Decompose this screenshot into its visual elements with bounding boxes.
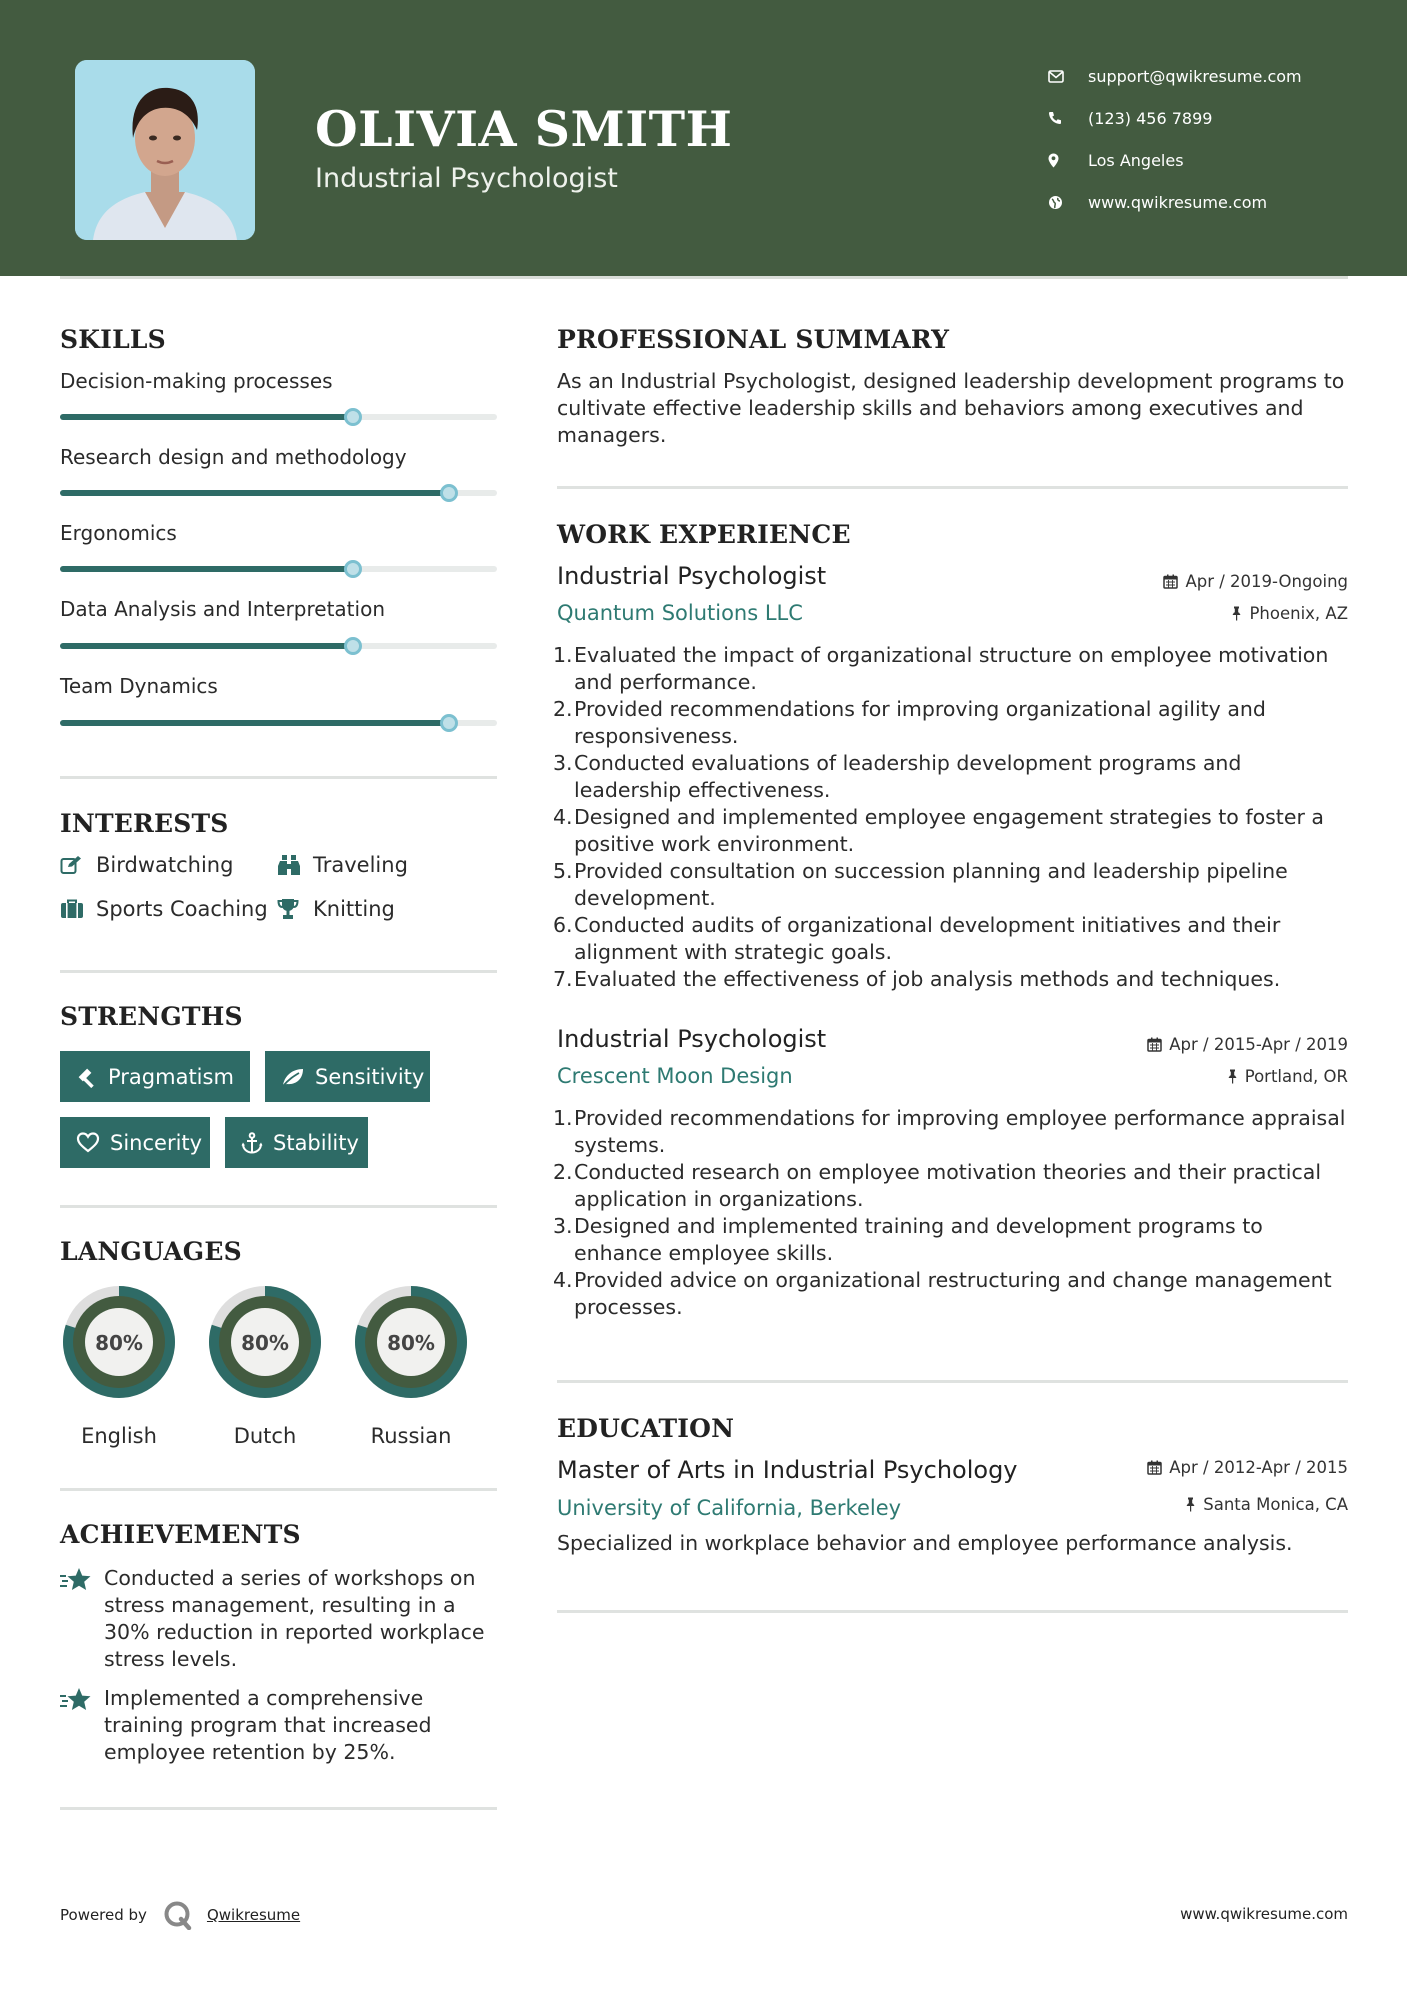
company-name: Quantum Solutions LLC — [557, 601, 803, 625]
pin-icon — [1231, 606, 1242, 621]
job-bullets — [553, 1105, 1353, 1321]
skill-label: Decision-making processes — [60, 369, 333, 393]
language-percent: 80% — [241, 1331, 289, 1355]
list-item: 4. Provided advice on organizational restructuring and change management processes. — [553, 1268, 1332, 1319]
header-divider — [60, 276, 1348, 279]
interest-item: Birdwatching — [60, 853, 233, 877]
candidate-title: Industrial Psychologist — [315, 163, 618, 194]
heart-icon — [76, 1132, 100, 1153]
language-item — [349, 1280, 473, 1448]
envelope-icon — [1048, 70, 1088, 83]
map-pin-icon — [1048, 153, 1088, 168]
language-percent: 80% — [95, 1331, 143, 1355]
pin-icon — [1227, 1069, 1238, 1084]
anchor-icon — [241, 1132, 263, 1154]
skill-knob-icon — [440, 714, 458, 732]
language-donut — [349, 1280, 473, 1404]
section-divider — [60, 1807, 497, 1810]
list-item: 4. Designed and implemented employee engagement strategies to foster a positive work environment. — [553, 805, 1324, 856]
skill-knob-icon — [344, 637, 362, 655]
skill-bar — [60, 566, 497, 572]
contact-location: Los Angeles — [1048, 139, 1302, 181]
qwikresume-link[interactable]: Qwikresume — [206, 1906, 301, 1924]
skill-label: Data Analysis and Interpretation — [60, 597, 385, 621]
phone-icon — [1048, 111, 1088, 125]
resume-header — [0, 0, 1407, 276]
list-item: 2. Conducted research on employee motivation theories and their practical application in organizations. — [553, 1160, 1322, 1211]
gavel-icon — [76, 1066, 98, 1088]
skill-label: Research design and methodology — [60, 445, 407, 469]
qwikresume-logo-icon — [163, 1900, 193, 1930]
job-title: Industrial Psychologist — [557, 1025, 827, 1053]
language-percent: 80% — [387, 1331, 435, 1355]
education-description: Specialized in workplace behavior and employee performance analysis. — [557, 1531, 1293, 1555]
list-item: 2. Provided recommendations for improving organizational agility and responsiveness. — [553, 697, 1266, 748]
education-heading: EDUCATION — [557, 1414, 735, 1443]
list-item: 5. Provided consultation on succession planning and leadership pipeline development. — [553, 859, 1288, 910]
job-location: Phoenix, AZ — [1231, 604, 1348, 623]
list-item: 3. Designed and implemented training and development programs to enhance employee skills. — [553, 1214, 1263, 1265]
section-divider — [60, 776, 497, 779]
section-divider — [557, 486, 1348, 489]
list-item: 7. Evaluated the effectiveness of job analysis methods and techniques. — [553, 967, 1281, 991]
skill-bar — [60, 720, 497, 726]
language-donut — [203, 1280, 327, 1404]
skill-label: Ergonomics — [60, 521, 177, 545]
achievement-item — [60, 1685, 500, 1766]
star-icon — [60, 1565, 104, 1673]
briefcase-icon — [60, 899, 96, 919]
section-divider — [60, 1205, 497, 1208]
skill-knob-icon — [344, 408, 362, 426]
summary-text: As an Industrial Psychologist, designed leadership development programs to cultivate effective leadership skills and behaviors among executives and managers. — [557, 369, 1345, 447]
language-item — [57, 1280, 181, 1448]
achievement-text: Conducted a series of workshops on stress management, resulting in a 30% reduction in reported workplace stress levels. — [104, 1566, 485, 1671]
skill-knob-icon — [440, 484, 458, 502]
list-item: 6. Conducted audits of organizational development initiatives and their alignment with strategic goals. — [553, 913, 1281, 964]
contact-info — [1048, 55, 1302, 223]
binoculars-icon — [277, 854, 313, 876]
list-item: 1. Evaluated the impact of organizational structure on employee motivation and performance. — [553, 643, 1329, 694]
job-bullets — [553, 642, 1353, 993]
language-item — [203, 1280, 327, 1448]
leaf-icon — [281, 1067, 305, 1087]
strengths-heading: STRENGTHS — [60, 1002, 243, 1031]
list-item: 1. Provided recommendations for improving employee performance appraisal systems. — [553, 1106, 1346, 1157]
job-dates: Apr / 2019-Ongoing — [1163, 572, 1348, 591]
section-divider — [557, 1380, 1348, 1383]
interests-heading: INTERESTS — [60, 809, 229, 838]
experience-heading: WORK EXPERIENCE — [557, 520, 851, 549]
footer-powered-by: Powered by Qwikresume — [60, 1900, 300, 1930]
language-label: Dutch — [233, 1424, 297, 1448]
interest-item: Traveling — [277, 853, 408, 877]
job-dates: Apr / 2015-Apr / 2019 — [1147, 1035, 1348, 1054]
languages-heading: LANGUAGES — [60, 1237, 242, 1266]
language-donut — [57, 1280, 181, 1404]
school-name: University of California, Berkeley — [557, 1496, 902, 1520]
section-divider — [60, 1488, 497, 1491]
strength-tag: Sincerity — [60, 1117, 210, 1168]
achievements-heading: ACHIEVEMENTS — [60, 1520, 301, 1549]
skill-label: Team Dynamics — [60, 674, 218, 698]
skills-heading: SKILLS — [60, 325, 166, 354]
job-title: Industrial Psychologist — [557, 562, 827, 590]
language-label: English — [81, 1424, 157, 1448]
contact-website[interactable]: www.qwikresume.com — [1048, 181, 1302, 223]
strength-tag: Pragmatism — [60, 1051, 250, 1102]
language-label: Russian — [370, 1424, 452, 1448]
achievement-text: Implemented a comprehensive training program that increased employee retention by 25%. — [104, 1686, 432, 1764]
education-location: Santa Monica, CA — [1185, 1495, 1348, 1514]
achievement-item — [60, 1565, 500, 1673]
skill-knob-icon — [344, 560, 362, 578]
skill-bar — [60, 414, 497, 420]
section-divider — [557, 1610, 1348, 1613]
footer-website[interactable]: www.qwikresume.com — [1180, 1905, 1348, 1923]
calendar-icon — [1147, 1037, 1162, 1052]
degree-title: Master of Arts in Industrial Psychology — [557, 1456, 1018, 1484]
interest-item: Knitting — [277, 897, 395, 921]
job-location: Portland, OR — [1227, 1067, 1348, 1086]
contact-phone[interactable]: (123) 456 7899 — [1048, 97, 1302, 139]
contact-email[interactable]: support@qwikresume.com — [1048, 55, 1302, 97]
star-icon — [60, 1685, 104, 1766]
company-name: Crescent Moon Design — [557, 1064, 793, 1088]
globe-icon — [1048, 195, 1088, 210]
candidate-name: OLIVIA SMITH — [315, 100, 733, 158]
list-item: 3. Conducted evaluations of leadership development programs and leadership effectiveness. — [553, 751, 1242, 802]
edit-icon — [60, 855, 96, 875]
calendar-icon — [1147, 1460, 1162, 1475]
skill-bar — [60, 490, 497, 496]
education-dates: Apr / 2012-Apr / 2015 — [1147, 1458, 1348, 1477]
section-divider — [60, 970, 497, 973]
calendar-icon — [1163, 574, 1178, 589]
profile-photo — [75, 60, 255, 240]
summary-heading: PROFESSIONAL SUMMARY — [557, 325, 950, 354]
pin-icon — [1185, 1497, 1196, 1512]
trophy-icon — [277, 898, 313, 920]
skill-bar — [60, 643, 497, 649]
strength-tag: Sensitivity — [265, 1051, 430, 1102]
strength-tag: Stability — [225, 1117, 368, 1168]
interest-item: Sports Coaching — [60, 897, 268, 921]
